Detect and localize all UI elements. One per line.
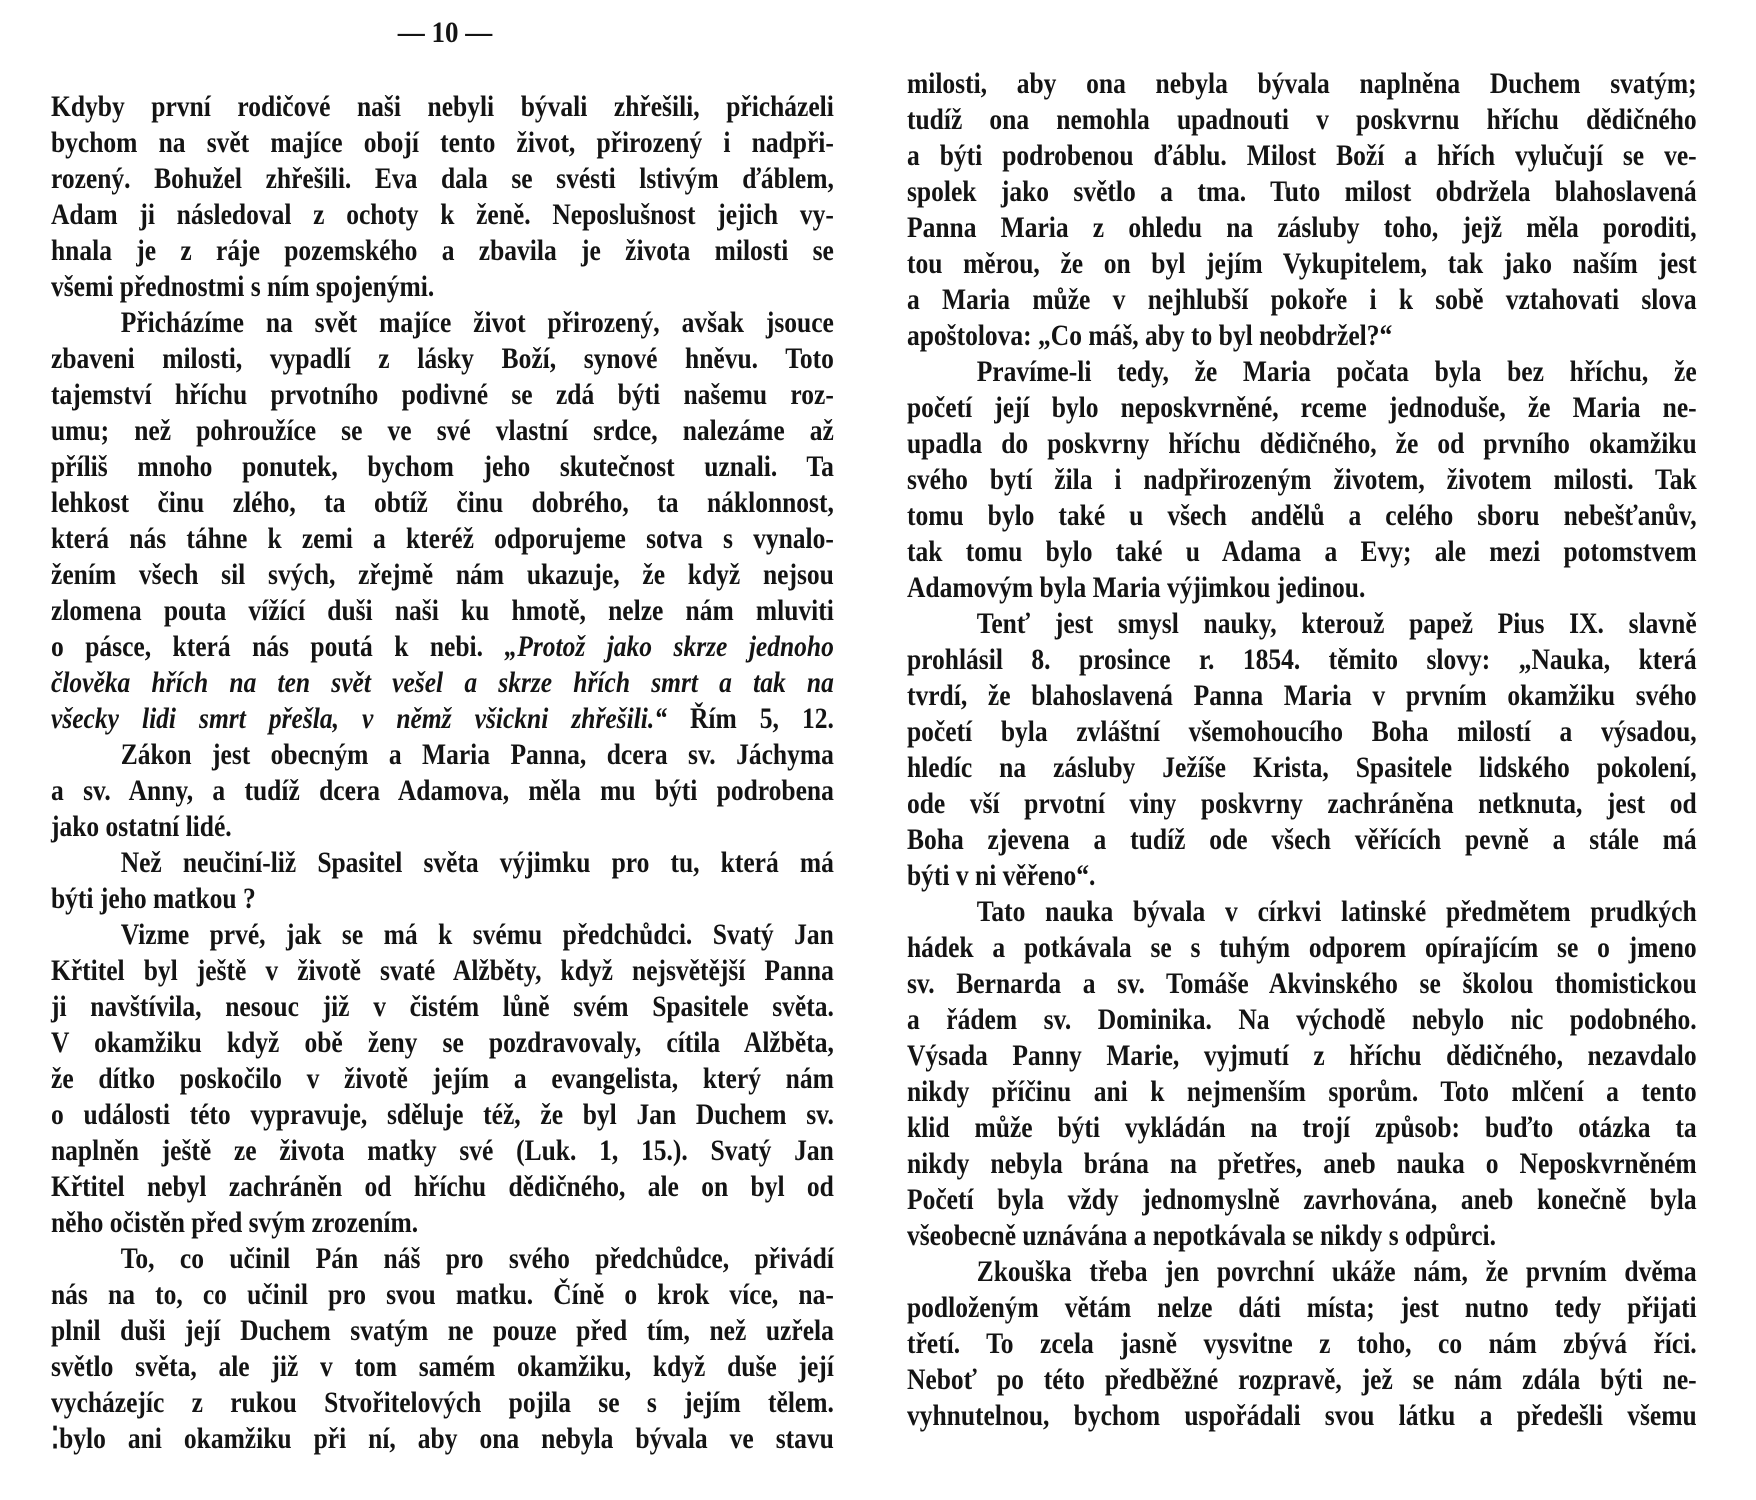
italic-quote-text: „Protož jako skrze jednoho [504,630,834,663]
text-line: plnil duši její Duchem svatým ne pouze před tím, než uzřela [51,1314,834,1347]
text-line: třetí. To zcela jasně vysvitne z toho, co nám zbývá říci. [907,1327,1697,1360]
text-line: hádek a potkávala se s tuhým odporem opírajícím se o jmeno [907,931,1697,964]
text-line: tudíž ona nemohla upadnouti v poskvrnu hříchu dědičného [907,103,1697,136]
text-line [51,629,834,665]
text-line: Zákon jest obecným a Maria Panna, dcera sv. Jáchyma [120,738,834,771]
text-line: a řádem sv. Dominika. Na východě nebylo nic podobného. [907,1003,1697,1036]
text-line: lehkost činu zlého, ta obtíž činu dobrého, ta náklonnost, [51,486,834,519]
text-line: vycházejíc z rukou Stvořitelových pojila se s jejím tělem. [51,1386,834,1419]
text-line: tak tomu bylo také u Adama a Evy; ale mezi potomstvem [907,535,1697,568]
text-line: Přicházíme na svět majíce život přirozený, avšak jsouce [120,306,834,339]
text-line: žením všech sil svých, zřejmě nám ukazuje, že když nejsou [51,558,834,591]
text-line: apoštolova: „Co máš, aby to byl neobdržel?“ [907,319,1393,352]
text-line: tou měrou, že on byl jejím Vykupitelem, tak jako naším jest [907,247,1697,280]
page-number: — 10 — [397,16,493,49]
text-line: nikdy nebyla brána na přetřes, aneb nauka o Neposkvrněném [907,1147,1697,1180]
left-text-column [51,89,834,1457]
text-line: V okamžiku když obě ženy se pozdravovaly, cítila Alžběta, [51,1026,834,1059]
text-line: Tato nauka bývala v církvi latinské předmětem prudkých [976,895,1697,928]
italic-quote-text: všecky lidi smrt přešla, v němž všickni zhřešili.“ [51,702,667,735]
text-line: početí její bylo neposkvrněné, rceme jednoduše, že Maria ne- [907,391,1697,424]
text-line: a Maria může v nejhlubší pokoře i k sobě vztahovati slova [907,283,1697,316]
text-line: To, co učinil Pán náš pro svého předchůdce, přivádí [120,1242,834,1275]
right-text-column [907,66,1697,1434]
text-line: všeobecně uznávána a nepotkávala se nikdy s odpůrci. [907,1219,1496,1252]
text-line: naplněn ještě ze života matky své (Luk. 1, 15.). Svatý Jan [51,1134,834,1167]
text-line: Panna Maria z ohledu na zásluby toho, jejž měla poroditi, [907,211,1697,244]
text-line: Početí byla vždy jednomyslně zavrhována, aneb konečně byla [907,1183,1697,1216]
text-line: tvrdí, že blahoslavená Panna Maria v prvním okamžiku svého [907,679,1697,712]
text-line: o události této vypravuje, sděluje též, že byl Jan Duchem sv. [51,1098,834,1131]
text-line: Neboť po této předběžné rozpravě, jež se nám zdála býti ne- [907,1363,1697,1396]
text-line: která nás táhne k zemi a kteréž odporujeme sotva s vynalo- [51,522,834,555]
italic-quote-text: člověka hřích na ten svět vešel a skrze hřích smrt a tak na [51,666,834,699]
text-line: Adam ji následoval z ochoty k ženě. Neposlušnost jejich vy- [51,198,834,231]
text-line [51,701,834,737]
text-line: Adamovým byla Maria výjimkou jedinou. [907,571,1366,604]
text-line: podloženým větám nelze dáti místa; jest nutno tedy přijati [907,1291,1697,1324]
text-line: Zkouška třeba jen povrchní ukáže nám, že prvním dvěma [976,1255,1697,1288]
text-line: že dítko poskočilo v životě jejím a evangelista, který nám [51,1062,834,1095]
text-line: Vizme prvé, jak se má k svému předchůdci. Svatý Jan [120,918,834,951]
text-line: početí byla zvláštní všemohoucího Boha milostí a výsadou, [907,715,1697,748]
text-line: zbaveni milosti, vypadlí z lásky Boží, synové hněvu. Toto [51,342,834,375]
text-line: Kdyby první rodičové naši nebyli bývali zhřešili, přicházeli [51,90,834,123]
text-line: ode vší prvotní viny poskvrny zachráněna netknuta, jest od [907,787,1697,820]
text-line: něho očistěn před svým zrozením. [51,1206,419,1239]
text-span: Řím 5, 12. [666,702,834,735]
text-line: všemi přednostmi s ním spojenými. [51,270,435,303]
text-line: a sv. Anny, a tudíž dcera Adamova, měla mu býti podrobena [51,774,834,807]
text-line: tomu bylo také u všech andělů a celého sboru nebešťanův, [907,499,1697,532]
text-line: upadla do poskvrny hříchu dědičného, že od prvního okamžiku [907,427,1697,460]
text-line: hledíc na zásluby Ježíše Krista, Spasitele lidského pokolení, [907,751,1697,784]
text-line: Boha zjevena a tudíž ode všech věřících pevně a stále má [907,823,1697,856]
text-line: Než neučiní-liž Spasitel světa výjimku pro tu, která má [120,846,834,879]
text-line: býti v ni věřeno“. [907,859,1096,892]
text-line: Křtitel byl ještě v životě svaté Alžběty, když nejsvětější Panna [51,954,834,987]
text-line: Pravíme-li tedy, že Maria počata byla bez hříchu, že [976,355,1697,388]
text-line: ji navštívila, nesouc již v čistém lůně svém Spasitele světa. [51,990,834,1023]
text-line [51,665,834,701]
text-line: Výsada Panny Marie, vyjmutí z hříchu dědičného, nezavdalo [907,1039,1697,1072]
text-line: býti jeho matkou ? [51,882,256,915]
text-line: zlomena pouta vížící duši naši ku hmotě, nelze nám mluviti [51,594,834,627]
text-line: světlo světa, ale již v tom samém okamžiku, když duše její [51,1350,834,1383]
text-line: milosti, aby ona nebyla bývala naplněna Duchem svatým; [907,67,1697,100]
text-line: a býti podrobenou ďáblu. Milost Boží a hřích vylučují se ve- [907,139,1697,172]
text-line: prohlásil 8. prosince r. 1854. těmito slovy: „Nauka, která [907,643,1697,676]
text-line: spolek jako světlo a tma. Tuto milost obdržela blahoslavená [907,175,1697,208]
text-line: svého bytí žila i nadpřirozeným životem, životem milosti. Tak [907,463,1697,496]
text-line: bychom na svět majíce obojí tento život, přirozený i nadpři- [51,126,834,159]
text-line: hnala je z ráje pozemského a zbavila je života milosti se [51,234,834,267]
text-line: Tenť jest smysl nauky, kterouž papež Pius IX. slavně [976,607,1697,640]
text-line: nás na to, co učinil pro svou matku. Číně o krok více, na- [51,1278,834,1311]
text-line: příliš mnoho ponutek, bychom jeho skutečnost uznali. Ta [51,450,834,483]
text-line: ⁚bylo ani okamžiku při ní, aby ona nebyla bývala ve stavu [51,1422,834,1455]
text-line: Křtitel nebyl zachráněn od hříchu dědičného, ale on byl od [51,1170,834,1203]
text-line: nikdy příčinu ani k nejmenším sporům. Toto mlčení a tento [907,1075,1697,1108]
text-line: tajemství hříchu prvotního podivné se zdá býti našemu roz- [51,378,834,411]
text-line: vyhnutelnou, bychom uspořádali svou látku a předešli všemu [907,1399,1697,1432]
text-line: jako ostatní lidé. [51,810,232,843]
text-line: rozený. Bohužel zhřešili. Eva dala se svésti lstivým ďáblem, [51,162,834,195]
text-span: o pásce, která nás poutá k nebi. [51,630,505,663]
text-line: klid může býti vykládán na trojí způsob: buďto otázka ta [907,1111,1697,1144]
text-line: umu; než pohroužíce se ve své vlastní srdce, nalezáme až [51,414,834,447]
text-line: sv. Bernarda a sv. Tomáše Akvinského se školou thomistickou [907,967,1697,1000]
